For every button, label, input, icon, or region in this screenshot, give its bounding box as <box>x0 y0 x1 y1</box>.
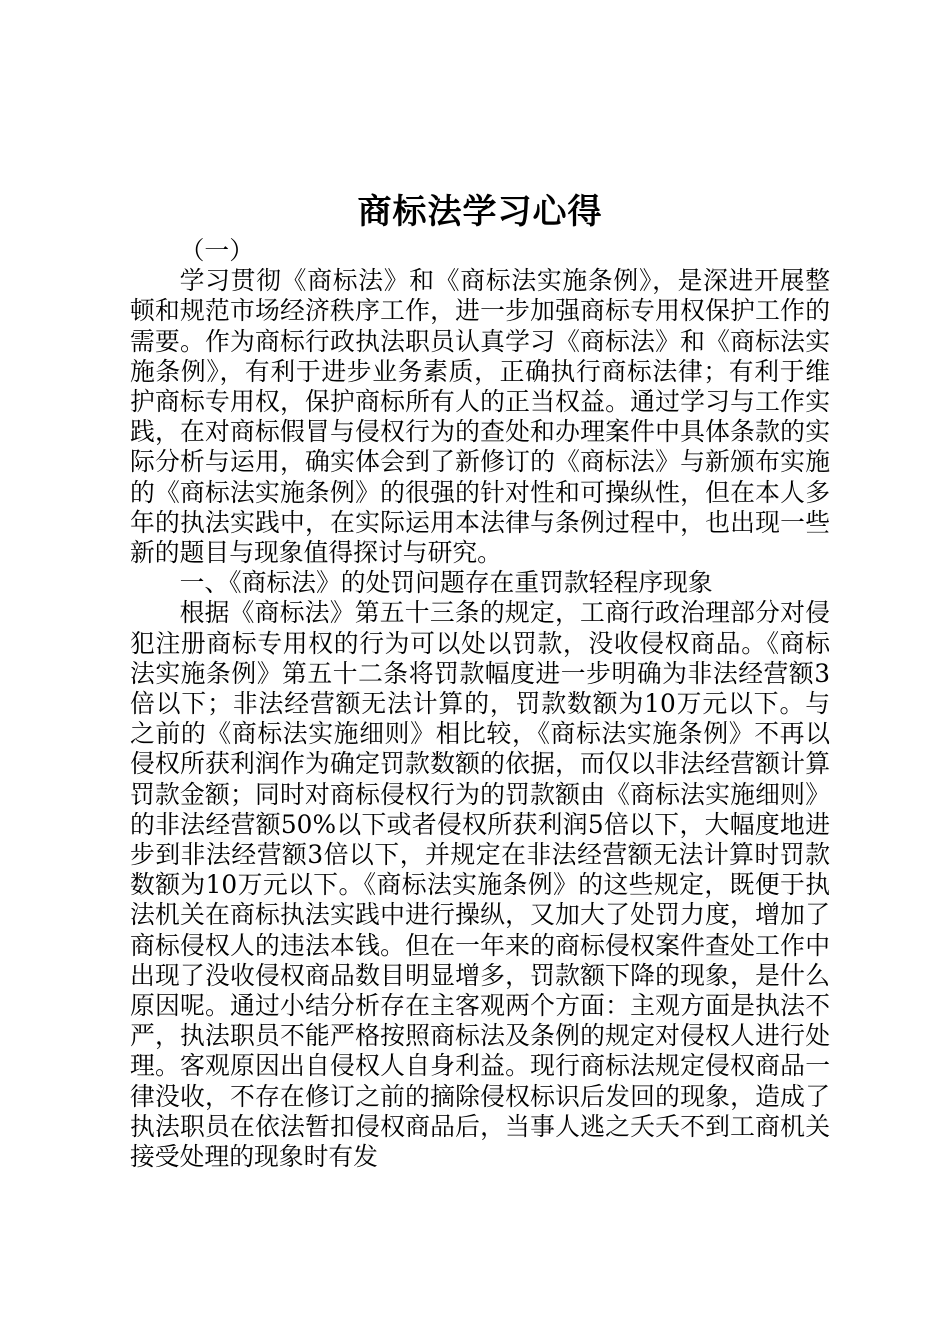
section-heading: 一、《商标法》的处罚问题存在重罚款轻程序现象 <box>179 568 713 598</box>
document-body <box>130 188 830 1172</box>
paragraph-intro: 学习贯彻《商标法》和《商标法实施条例》，是深进开展整顿和规范市场经济秩序工作，进一步加强商标专用权保护工作的需要。作为商标行政执法职员认真学习《商标法》和《商标法实施条例》，有利于进步业务素质，正确执行商标法律；有利于维护商标专用权，保护商标所有人的正当权益。通过学习与工作实践，在对商标假冒与侵权行为的查处和办理案件中具体条款的实际分析与运用，确实体会到了新修订的《商标法》与新颁布实施的《商标法实施条例》的很强的针对性和可操纵性，但在本人多年的执法实践中，在实际运用本法律与条例过程中，也出现一些新的题目与现象值得探讨与研究。 <box>130 266 830 568</box>
section-marker: （一） <box>179 236 254 265</box>
document-title: 商标法学习心得 <box>357 192 603 232</box>
paragraph-penalty: 根据《商标法》第五十三条的规定，工商行政治理部分对侵犯注册商标专用权的行为可以处以罚款，没收侵权商品。《商标法实施条例》第五十二条将罚款幅度进一步明确为非法经营额3倍以下；非法经营额无法计算的，罚款数额为10万元以下。与之前的《商标法实施细则》相比较，《商标法实施条例》不再以侵权所获利润作为确定罚款数额的依据，而仅以非法经营额计算罚款金额；同时对商标侵权行为的罚款额由《商标法实施细则》的非法经营额50%以下或者侵权所获利润5倍以下，大幅度地进步到非法经营额3倍以下，并规定在非法经营额无法计算时罚款数额为10万元以下。《商标法实施条例》的这些规定，既便于执法机关在商标执法实践中进行操纵，又加大了处罚力度，增加了商标侵权人的违法本钱。但在一年来的商标侵权案件查处工作中出现了没收侵权商品数目明显增多，罚款额下降的现象，是什么原因呢。通过小结分析存在主客观两个方面：主观方面是执法不严，执法职员不能严格按照商标法及条例的规定对侵权人进行处理。客观原因出自侵权人自身利益。现行商标法规定侵权商品一律没收，不存在修订之前的摘除侵权标识后发回的现象，造成了执法职员在依法暂扣侵权商品后，当事人逃之夭夭不到工商机关接受处理的现象时有发 <box>130 598 830 1172</box>
